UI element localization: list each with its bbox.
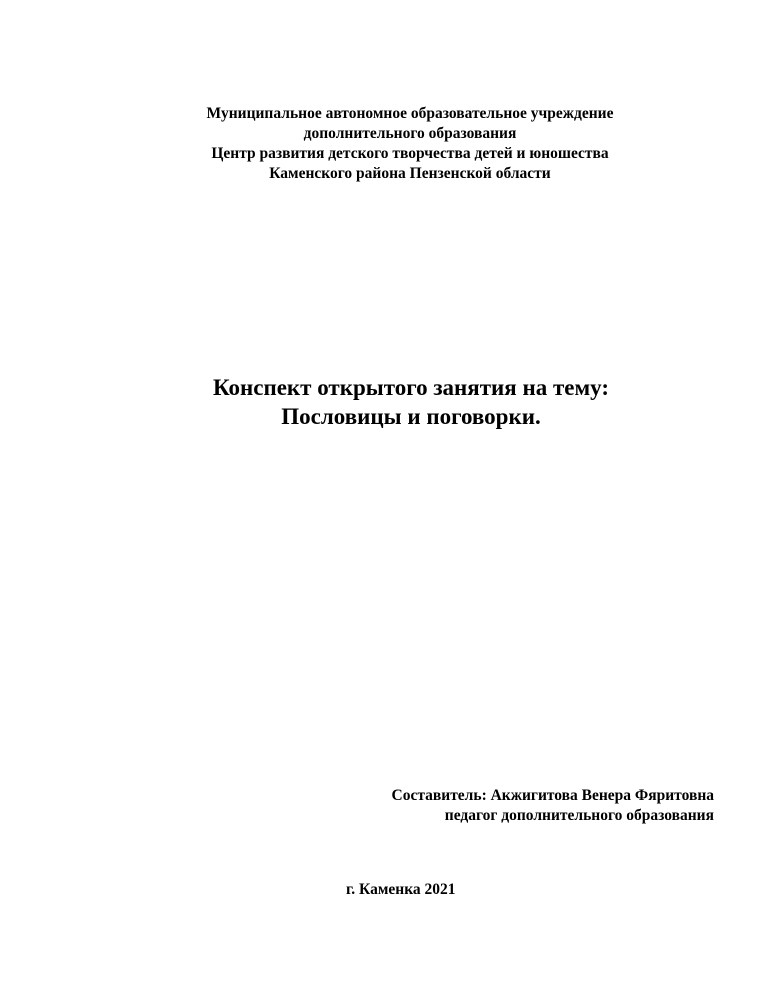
organization-header <box>0 104 768 184</box>
document-title <box>0 373 768 431</box>
author-info <box>392 786 714 826</box>
place-and-year: г. Каменка 2021 <box>346 881 456 898</box>
title-line-subject: Пословицы и поговорки. <box>281 404 541 429</box>
author-name: Составитель: Акжигитова Венера Фяритовна <box>391 787 714 804</box>
author-position: педагог дополнительного образования <box>444 807 714 824</box>
title-line-topic: Конспект открытого занятия на тему: <box>212 375 610 400</box>
organization-line: Каменского района Пензенской области <box>269 165 551 182</box>
organization-line: Муниципальное автономное образовательное учреждение <box>206 105 614 122</box>
organization-line: дополнительного образования <box>303 125 517 142</box>
organization-line: Центр развития детского творчества детей и юношества <box>211 145 609 162</box>
